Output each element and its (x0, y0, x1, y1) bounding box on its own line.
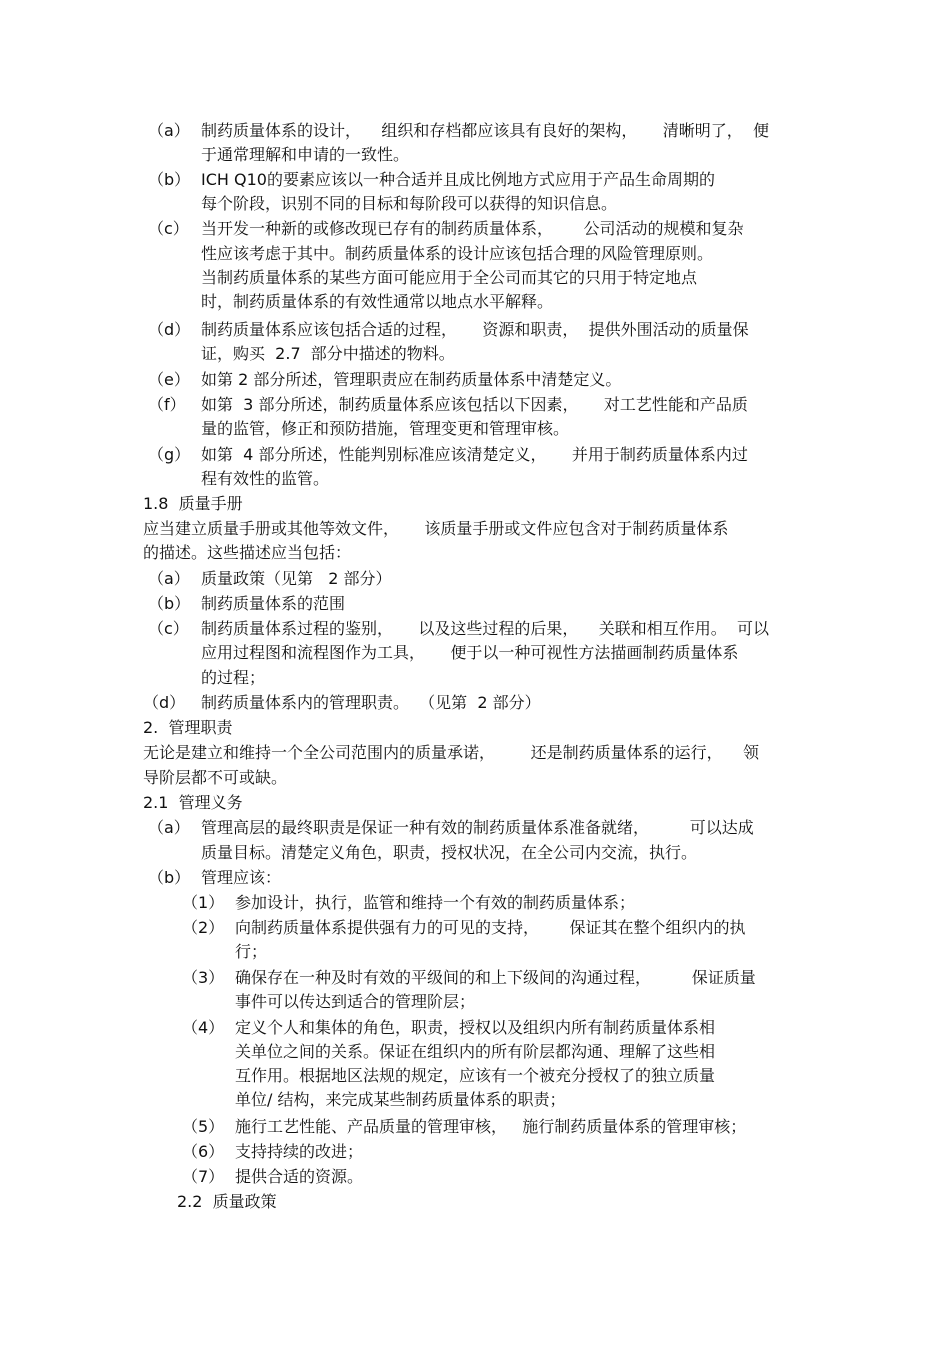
list-label: （a） (148, 569, 190, 588)
list-label: （a） (148, 818, 190, 837)
list-label: （b） (148, 868, 191, 887)
list-text: 管理应该： (201, 868, 282, 887)
sub-text: 确保存在一种及时有效的平级间的和上下级间的沟通过程， 保证质量 (235, 968, 756, 987)
paragraph-line: 的描述。这些描述应当包括： (143, 543, 352, 562)
sub-text: 关单位之间的关系。保证在组织内的所有阶层都沟通、理解了这些相 (235, 1042, 716, 1061)
list-label: （f） (148, 395, 186, 414)
section-heading: 2.1 管理义务 (143, 793, 243, 812)
list-text: ICH Q10的要素应该以一种合适并且成比例地方式应用于产品生命周期的 (201, 170, 715, 189)
list-text: 每个阶段，识别不同的目标和每阶段可以获得的知识信息。 (201, 194, 618, 213)
list-text: 制药质量体系内的管理职责。 （见第 2 部分） (201, 693, 541, 712)
list-label: （g） (148, 445, 191, 464)
list-text: 应用过程图和流程图作为工具， 便于以一种可视性方法描画制药质量体系 (201, 643, 739, 662)
list-text: 如第 2 部分所述，管理职责应在制药质量体系中清楚定义。 (201, 370, 622, 389)
list-text: 量的监管，修正和预防措施，管理变更和管理审核。 (201, 419, 570, 438)
sub-label: （3） (182, 968, 225, 987)
sub-label: （7） (182, 1167, 225, 1186)
list-text: 制药质量体系应该包括合适的过程， 资源和职责， 提供外围活动的质量保 (201, 320, 749, 339)
list-text: 制药质量体系的范围 (201, 594, 346, 613)
sub-text: 提供合适的资源。 (235, 1167, 364, 1186)
sub-label: （4） (182, 1018, 225, 1037)
sub-text: 向制药质量体系提供强有力的可见的支持， 保证其在整个组织内的执 (235, 918, 746, 937)
sub-text: 互作用。根据地区法规的规定，应该有一个被充分授权了的独立质量 (235, 1066, 716, 1085)
list-text: 证，购买 2.7 部分中描述的物料。 (201, 344, 455, 363)
sub-text: 定义个人和集体的角色，职责，授权以及组织内所有制药质量体系相 (235, 1018, 716, 1037)
section-heading: 2. 管理职责 (143, 718, 233, 737)
sub-text: 支持持续的改进； (235, 1142, 364, 1161)
list-label: （b） (148, 170, 191, 189)
sub-label: （6） (182, 1142, 225, 1161)
list-text: 程有效性的监管。 (201, 469, 330, 488)
list-label: （d） (143, 693, 186, 712)
section-heading: 2.2 质量政策 (177, 1192, 277, 1211)
list-text: 制药质量体系的设计， 组织和存档都应该具有良好的架构， 清晰明了， 便 (201, 121, 769, 140)
list-text: 如第 4 部分所述，性能判别标准应该清楚定义， 并用于制药质量体系内过 (201, 445, 748, 464)
list-text: 如第 3 部分所述，制药质量体系应该包括以下因素， 对工艺性能和产品质 (201, 395, 748, 414)
sub-label: （2） (182, 918, 225, 937)
sub-text: 行； (235, 942, 268, 961)
list-text: 性应该考虑于其中。制药质量体系的设计应该包括合理的风险管理原则。 (201, 244, 714, 263)
list-text: 的过程； (201, 668, 266, 687)
sub-text: 事件可以传达到适合的管理阶层； (235, 992, 476, 1011)
list-label: （b） (148, 594, 191, 613)
list-label: （c） (148, 219, 189, 238)
paragraph-line: 导阶层都不可或缺。 (143, 768, 288, 787)
paragraph-line: 无论是建立和维持一个全公司范围内的质量承诺， 还是制药质量体系的运行， 领 (143, 743, 759, 762)
sub-text: 施行工艺性能、产品质量的管理审核， 施行制药质量体系的管理审核； (235, 1117, 747, 1136)
list-label: （a） (148, 121, 190, 140)
list-text: 当制药质量体系的某些方面可能应用于全公司而其它的只用于特定地点 (201, 268, 698, 287)
list-text: 于通常理解和申请的一致性。 (201, 145, 410, 164)
list-label: （d） (148, 320, 191, 339)
section-heading: 1.8 质量手册 (143, 494, 243, 513)
sub-text: 单位/ 结构，来完成某些制药质量体系的职责； (235, 1090, 566, 1109)
list-text: 质量政策（见第 2 部分） (201, 569, 392, 588)
list-label: （e） (148, 370, 190, 389)
list-text: 制药质量体系过程的鉴别， 以及这些过程的后果， 关联和相互作用。 可以 (201, 619, 769, 638)
list-label: （c） (148, 619, 189, 638)
sub-label: （1） (182, 893, 225, 912)
sub-text: 参加设计，执行，监管和维持一个有效的制药质量体系； (235, 893, 636, 912)
sub-label: （5） (182, 1117, 225, 1136)
list-text: 质量目标。清楚定义角色，职责，授权状况，在全公司内交流，执行。 (201, 843, 698, 862)
list-text: 管理高层的最终职责是保证一种有效的制药质量体系准备就绪， 可以达成 (201, 818, 754, 837)
list-text: 时，制药质量体系的有效性通常以地点水平解释。 (201, 292, 554, 311)
list-text: 当开发一种新的或修改现已存有的制药质量体系， 公司活动的规模和复杂 (201, 219, 744, 238)
paragraph-line: 应当建立质量手册或其他等效文件， 该质量手册或文件应包含对于制药质量体系 (143, 519, 729, 538)
